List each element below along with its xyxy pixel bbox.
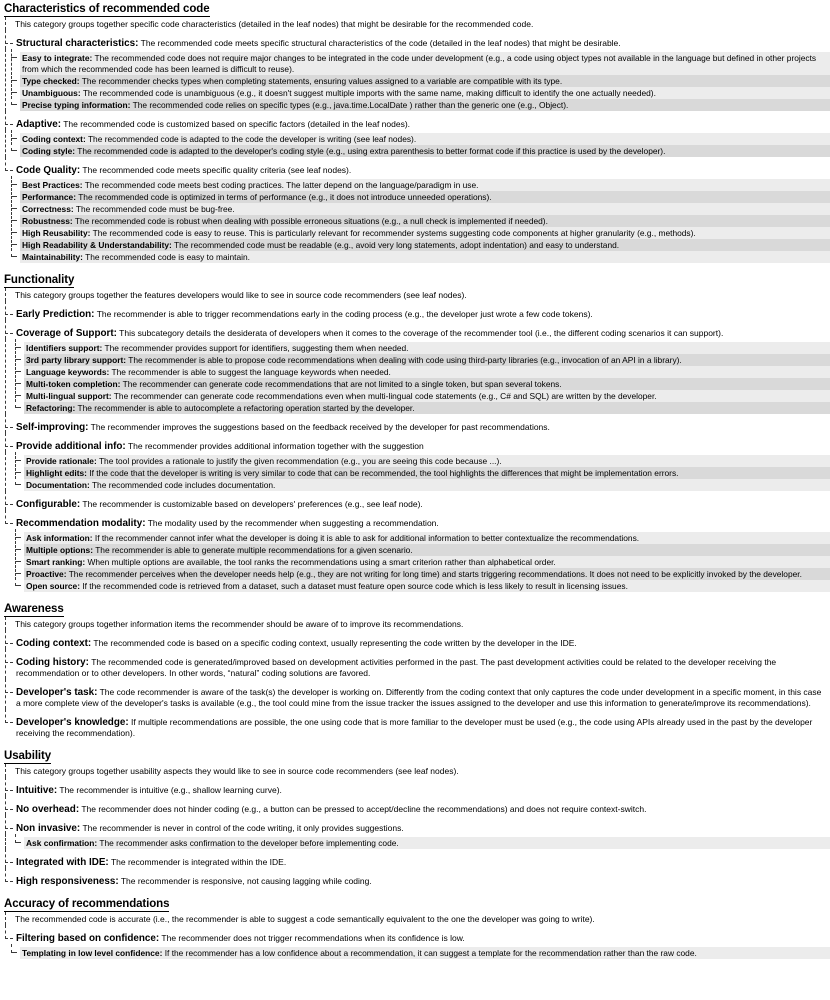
- leaf-text: If the recommended code is retrieved from a dataset, such a dataset must feature open source code which is less likely to result in licensing issues.: [82, 580, 628, 591]
- item-text: The recommender provides additional information together with the suggestion: [127, 441, 424, 451]
- leaf-row: [24, 467, 830, 479]
- item-label: Coverage of Support:: [16, 328, 117, 339]
- section-title: Awareness: [4, 603, 64, 615]
- tree-item-awareness-0: [1, 630, 830, 649]
- item-text: The recommender does not trigger recommendations when its confidence is low.: [161, 933, 465, 943]
- section-functionality: [1, 263, 830, 592]
- leaf-text: The recommended code must be readable (e.g., avoid very long statements, adopt indentation) and easy to understand.: [174, 239, 620, 250]
- leaf-text: If the recommender has a low confidence about a recommendation, it can suggest a template for the recommendation rather than the raw code.: [164, 947, 697, 958]
- leaf-label: Ask confirmation:: [26, 837, 98, 848]
- item-label: Intuitive:: [16, 785, 58, 796]
- leaf-label: Open source:: [26, 580, 80, 591]
- leaf-row: [20, 947, 830, 959]
- taxonomy-root: [1, 1, 830, 959]
- leaf-row: [24, 366, 830, 378]
- leaf-row: [20, 239, 830, 251]
- leaf-group: [1, 130, 830, 157]
- leaf-label: High Readability & Understandability:: [22, 239, 172, 250]
- leaf-text: The recommender checks types when completing statements, ensuring values assigned to a variable are compatible with its type.: [81, 75, 563, 86]
- item-label: Configurable:: [16, 499, 81, 510]
- leaf-text: The recommended code relies on specific types (e.g., java.time.LocalDate ) rather than the generic one (e.g., Object).: [132, 99, 569, 110]
- section-description: This category groups together information items the recommender should be aware of to improve its recommendations.: [1, 617, 830, 630]
- leaf-label: Unambiguous:: [22, 87, 81, 98]
- item-text: The recommender is able to trigger recommendations early in the coding process (e.g., the developer just wrote a few code tokens).: [96, 309, 593, 319]
- leaf-text: The recommender is able to autocomplete a refactoring operation started by the developer.: [77, 402, 415, 413]
- item-text: The modality used by the recommender when suggesting a recommendation.: [147, 518, 439, 528]
- tree-item-usability-1: [1, 796, 830, 815]
- leaf-text: The recommender is able to suggest the language keywords when needed.: [111, 366, 391, 377]
- section-title: Usability: [4, 750, 52, 762]
- leaf-text: The recommended code is easy to maintain.: [85, 251, 250, 262]
- leaf-text: The recommended code is optimized in terms of performance (e.g., it does not introduce unneeded operations).: [78, 191, 492, 202]
- item-text: If multiple recommendations are possible, the one using code that is more familiar to the developer must be used (e.g., the code using APIs already used in the past by the developer receiving the recommendation).: [16, 717, 813, 738]
- leaf-text: The recommended code is robust when dealing with possible erroneous situations (e.g., a null check is implemented if needed).: [74, 215, 548, 226]
- item-label: No overhead:: [16, 804, 80, 815]
- leaf-text: If the code that the developer is writing is very similar to code that can be recommended, the tool highlights the differences that might be implementation errors.: [89, 467, 679, 478]
- item-label: Coding context:: [16, 638, 92, 649]
- leaf-row: [20, 191, 830, 203]
- leaf-text: The recommender perceives when the developer needs help (e.g., they are not writing for long time) and starts triggering recommendations. It does not need to be explicitly invoked by the developer.: [68, 568, 802, 579]
- item-label: Non invasive:: [16, 823, 81, 834]
- item-label: Structural characteristics:: [16, 38, 139, 49]
- leaf-row: [20, 145, 830, 157]
- section-title: Functionality: [4, 274, 75, 286]
- tree-item-usability-3: [1, 849, 830, 868]
- leaf-row: [24, 479, 830, 491]
- leaf-label: Refactoring:: [26, 402, 76, 413]
- leaf-text: The recommended code is easy to reuse. This is particularly relevant for recommender systems suggesting code components at higher granularity (e.g., methods).: [92, 227, 696, 238]
- tree-item-characteristics-2: [1, 157, 830, 176]
- leaf-row: [24, 342, 830, 354]
- leaf-row: [24, 402, 830, 414]
- section-description: The recommended code is accurate (i.e., the recommender is able to suggest a code semantically equivalent to the one the developer was going to write).: [1, 912, 830, 925]
- item-text: The recommended code is generated/improved based on development activities performed in the past. The past development activities could be related to the developer receiving the recommendation or to other developers. In other words, “natural” coding solutions are favored.: [16, 657, 777, 678]
- leaf-label: Correctness:: [22, 203, 74, 214]
- tree-item-awareness-1: [1, 649, 830, 679]
- section-description: This category groups together the features developers would like to see in source code recommenders (see leaf nodes).: [1, 288, 830, 301]
- leaf-label: Best Practices:: [22, 179, 83, 190]
- leaf-row: [20, 251, 830, 263]
- leaf-row: [24, 532, 830, 544]
- leaf-text: The recommended code is unambiguous (e.g., it doesn't suggest multiple imports with the same name, making difficult to identify the one actually needed).: [82, 87, 656, 98]
- leaf-row: [24, 837, 830, 849]
- leaf-label: High Reusability:: [22, 227, 91, 238]
- leaf-label: Documentation:: [26, 479, 90, 490]
- section-usability: [1, 739, 830, 887]
- leaf-row: [20, 203, 830, 215]
- tree-item-functionality-3: [1, 433, 830, 452]
- tree-item-usability-2: [1, 815, 830, 834]
- item-label: Adaptive:: [16, 119, 61, 130]
- leaf-text: The recommender provides support for identifiers, suggesting them when needed.: [104, 342, 409, 353]
- leaf-text: The recommender can generate code recommendations even when multi-lingual code statements (e.g., C# and SQL) are written by the developer.: [113, 390, 657, 401]
- tree-item-usability-4: [1, 868, 830, 887]
- leaf-text: The recommended code must be bug-free.: [75, 203, 235, 214]
- section-title: Characteristics of recommended code: [4, 3, 210, 15]
- leaf-label: Proactive:: [26, 568, 67, 579]
- leaf-row: [20, 75, 830, 87]
- leaf-row: [20, 227, 830, 239]
- section-title: Accuracy of recommendations: [4, 898, 170, 910]
- leaf-row: [24, 556, 830, 568]
- tree-item-characteristics-0: [1, 30, 830, 49]
- leaf-label: Multi-token completion:: [26, 378, 121, 389]
- leaf-label: Precise typing information:: [22, 99, 131, 110]
- item-label: Recommendation modality:: [16, 518, 146, 529]
- leaf-label: Robustness:: [22, 215, 73, 226]
- leaf-row: [20, 133, 830, 145]
- tree-item-functionality-2: [1, 414, 830, 433]
- tree-item-accuracy-0: [1, 925, 830, 944]
- item-label: Self-improving:: [16, 422, 89, 433]
- item-text: The recommended code meets specific quality criteria (see leaf nodes).: [82, 165, 352, 175]
- item-text: The recommended code is customized based on specific factors (detailed in the leaf nodes).: [63, 119, 411, 129]
- item-text: The recommended code is based on a specific coding context, usually representing the code written by the developer in the IDE.: [93, 638, 577, 648]
- leaf-label: Maintainability:: [22, 251, 83, 262]
- leaf-label: Performance:: [22, 191, 76, 202]
- leaf-row: [20, 215, 830, 227]
- item-label: Coding history:: [16, 657, 89, 668]
- leaf-text: The recommended code is adapted to the code the developer is writing (see leaf nodes).: [87, 133, 417, 144]
- leaf-text: The recommender can generate code recommendations that are not limited to a single token, but span several tokens.: [122, 378, 562, 389]
- leaf-text: The recommended code includes documentation.: [91, 479, 276, 490]
- leaf-text: The recommended code does not require major changes to be integrated in the code under development (e.g., a code using object types not available in the language but defined in other projects from which the recommended code has been learned is difficult to reuse).: [22, 52, 817, 74]
- leaf-group: [1, 944, 830, 959]
- section-accuracy: [1, 887, 830, 959]
- tree-item-functionality-1: [1, 320, 830, 339]
- tree-item-awareness-2: [1, 679, 830, 709]
- leaf-label: Smart ranking:: [26, 556, 86, 567]
- section-description: This category groups together usability aspects they would like to see in source code recommenders (see leaf nodes).: [1, 764, 830, 777]
- leaf-row: [24, 568, 830, 580]
- item-text: The recommended code meets specific structural characteristics of the code (detailed in the leaf nodes) that might be desirable.: [140, 38, 621, 48]
- leaf-row: [24, 455, 830, 467]
- leaf-group: [1, 529, 830, 592]
- item-label: Provide additional info:: [16, 441, 126, 452]
- leaf-row: [20, 87, 830, 99]
- section-description: This category groups together specific code characteristics (detailed in the leaf nodes) that might be desirable for the recommended code.: [1, 17, 830, 30]
- item-text: The recommender is integrated within the IDE.: [110, 857, 287, 867]
- leaf-group: [1, 176, 830, 263]
- leaf-row: [24, 580, 830, 592]
- tree-item-functionality-0: [1, 301, 830, 320]
- item-label: Developer's knowledge:: [16, 717, 129, 728]
- leaf-label: Easy to integrate:: [22, 52, 93, 63]
- leaf-text: The recommended code meets best coding practices. The latter depend on the language/paradigm in use.: [84, 179, 479, 190]
- leaf-text: The tool provides a rationale to justify the given recommendation (e.g., you are seeing this code because ...).: [98, 455, 502, 466]
- leaf-row: [20, 52, 830, 75]
- leaf-text: If the recommender cannot infer what the developer is doing it is able to ask for additional information to better contextualize the recommendations.: [94, 532, 640, 543]
- leaf-group: [1, 834, 830, 849]
- leaf-label: Multiple options:: [26, 544, 93, 555]
- leaf-row: [24, 544, 830, 556]
- leaf-row: [20, 179, 830, 191]
- tree-item-usability-0: [1, 777, 830, 796]
- leaf-row: [24, 354, 830, 366]
- leaf-label: Language keywords:: [26, 366, 110, 377]
- item-label: Code Quality:: [16, 165, 81, 176]
- item-text: This subcategory details the desiderata of developers when it comes to the coverage of the recommender tool (i.e., the different coding scenarios it can support).: [119, 328, 724, 338]
- item-text: The recommender is never in control of the code writing, it only provides suggestions.: [82, 823, 404, 833]
- item-label: Integrated with IDE:: [16, 857, 109, 868]
- leaf-label: Provide rationale:: [26, 455, 97, 466]
- leaf-label: Coding context:: [22, 133, 86, 144]
- item-label: Early Prediction:: [16, 309, 95, 320]
- section-awareness: [1, 592, 830, 739]
- leaf-group: [1, 339, 830, 414]
- leaf-row: [24, 378, 830, 390]
- tree-item-awareness-3: [1, 709, 830, 739]
- item-label: Filtering based on confidence:: [16, 933, 160, 944]
- leaf-label: 3rd party library support:: [26, 354, 127, 365]
- leaf-text: The recommender is able to propose code recommendations when dealing with code using third-party libraries (e.g., invocation of an API in a library).: [128, 354, 682, 365]
- tree-item-functionality-4: [1, 491, 830, 510]
- leaf-label: Multi-lingual support:: [26, 390, 112, 401]
- leaf-text: The recommended code is adapted to the developer's coding style (e.g., using extra parenthesis to better format code if this practice is used by the developer).: [77, 145, 666, 156]
- leaf-row: [24, 390, 830, 402]
- item-text: The recommender is responsive, not causing lagging while coding.: [120, 876, 372, 886]
- leaf-label: Highlight edits:: [26, 467, 87, 478]
- item-text: The recommender does not hinder coding (e.g., a button can be pressed to accept/decline the recommendations) and does not require context-switch.: [81, 804, 647, 814]
- leaf-text: The recommender is able to generate multiple recommendations for a given scenario.: [95, 544, 413, 555]
- tree-item-functionality-5: [1, 510, 830, 529]
- item-text: The recommender improves the suggestions based on the feedback received by the developer for past recommendations.: [90, 422, 550, 432]
- leaf-label: Coding style:: [22, 145, 76, 156]
- leaf-row: [20, 99, 830, 111]
- leaf-group: [1, 452, 830, 491]
- leaf-label: Ask information:: [26, 532, 93, 543]
- leaf-label: Identifiers support:: [26, 342, 103, 353]
- item-text: The recommender is customizable based on developers' preferences (e.g., see leaf node).: [82, 499, 423, 509]
- item-text: The recommender is intuitive (e.g., shallow learning curve).: [59, 785, 282, 795]
- leaf-label: Templating in low level confidence:: [22, 947, 163, 958]
- tree-item-characteristics-1: [1, 111, 830, 130]
- leaf-text: The recommender asks confirmation to the developer before implementing code.: [99, 837, 399, 848]
- leaf-label: Type checked:: [22, 75, 80, 86]
- leaf-group: [1, 49, 830, 111]
- item-text: The code recommender is aware of the task(s) the developer is working on. Differently from the coding context that only captures the code under development in a specific moment, in this case a more complete view of the developer's tasks is available (e.g., the tool could mine from the issue tracker the issues assigned to the developer and use this information to generate/improve its recommendations).: [16, 687, 822, 708]
- item-label: Developer's task:: [16, 687, 98, 698]
- item-label: High responsiveness:: [16, 876, 119, 887]
- section-characteristics: [1, 1, 830, 263]
- leaf-text: When multiple options are available, the tool ranks the recommendations using a smart criterion rather than alphabetical order.: [87, 556, 556, 567]
